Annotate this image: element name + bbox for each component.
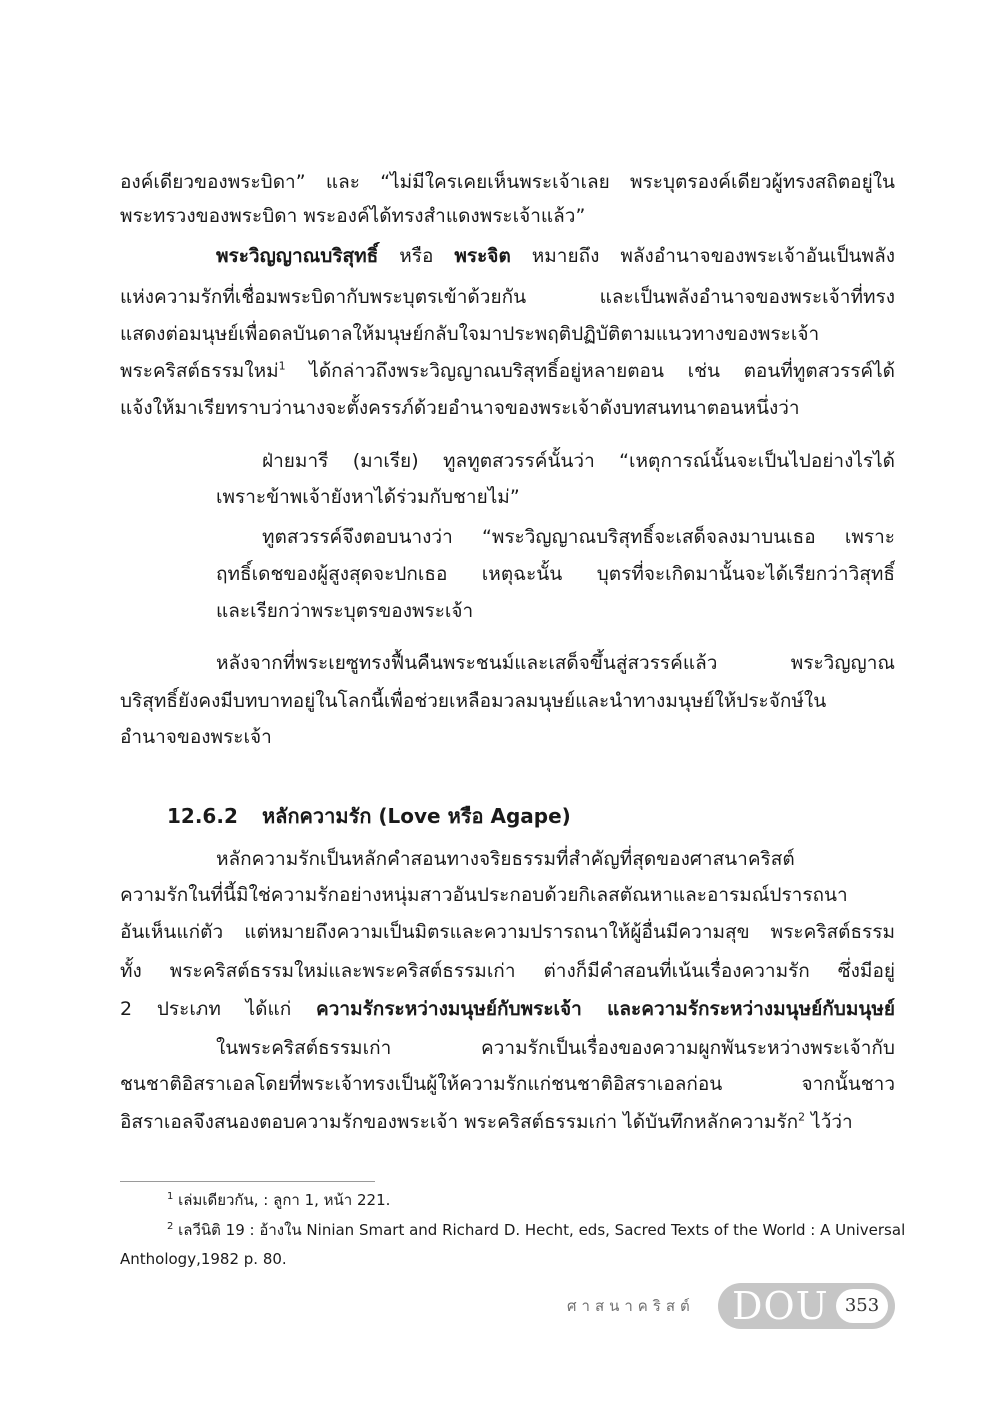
body-line: องค์เดียวของพระบิดา” และ “ไม่มีใครเคยเห็นพระเจ้าเลย พระบุตรองค์เดียวผู้ทรงสถิตอยู่ใน bbox=[120, 171, 895, 193]
dou-logo: DOU bbox=[732, 1284, 829, 1328]
footnote bbox=[167, 1189, 390, 1211]
section-heading bbox=[167, 802, 571, 830]
body-line: ความรักในที่นี้มิใช่ความรักอย่างหนุ่มสาวอันประกอบด้วยกิเลสตัณหาและอารมณ์ปรารถนา bbox=[120, 884, 848, 906]
body-line: แห่งความรักที่เชื่อมพระบิดากับพระบุตรเข้าด้วยกัน และเป็นพลังอำนาจของพระเจ้าที่ทรง bbox=[120, 286, 895, 308]
quote-line: ฝ่ายมารี (มาเรีย) ทูลทูตสวรรค์นั้นว่า “เหตุการณ์นั้นจะเป็นไปอย่างไรได้ bbox=[262, 450, 895, 472]
body-text: ได้กล่าวถึงพระวิญญาณบริสุทธิ์อยู่หลายตอน เช่น ตอนที่ทูตสวรรค์ได้ bbox=[285, 360, 895, 382]
body-line: อำนาจของพระเจ้า bbox=[120, 726, 272, 748]
footnote-ref: 1 bbox=[278, 359, 286, 373]
body-text: อิสราเอลจึงสนองตอบความรักของพระเจ้า พระคริสต์ธรรมเก่า ได้บันทึกหลักความรัก bbox=[120, 1111, 799, 1133]
footnote-divider bbox=[120, 1181, 375, 1182]
footnote-mark: 1 bbox=[167, 1191, 174, 1202]
quote-line: ฤทธิ์เดชของผู้สูงสุดจะปกเธอ เหตุฉะนั้น บุตรที่จะเกิดมานั้นจะได้เรียกว่าวิสุทธิ์ bbox=[216, 563, 895, 585]
footnote-text: เล่มเดียวกัน, : ลูกา 1, หน้า 221. bbox=[173, 1191, 391, 1209]
quote-line: และเรียกว่าพระบุตรของพระเจ้า bbox=[216, 600, 474, 622]
body-text: พระคริสต์ธรรมใหม่ bbox=[120, 360, 279, 382]
footnote-continuation: Anthology,1982 p. 80. bbox=[120, 1250, 287, 1268]
body-line: แสดงต่อมนุษย์เพื่อดลบันดาลให้มนุษย์กลับใจมาประพฤติปฏิบัติตามแนวทางของพระเจ้า bbox=[120, 323, 820, 345]
body-line: อันเห็นแก่ตัว แต่หมายถึงความเป็นมิตรและความปรารถนาให้ผู้อื่นมีความสุข พระคริสต์ธรรม bbox=[120, 921, 895, 943]
body-text: ไว้ว่า bbox=[805, 1111, 853, 1133]
body-line: หลังจากที่พระเยซูทรงฟื้นคืนพระชนม์และเสด็จขึ้นสู่สวรรค์แล้ว พระวิญญาณ bbox=[216, 652, 895, 674]
body-text: 2 ประเภท ได้แก่ bbox=[120, 998, 317, 1020]
footnote-text: เลวีนิติ 19 : อ้างใน Ninian Smart and Richard D. Hecht, eds, Sacred Texts of the World : A Universal bbox=[173, 1221, 906, 1239]
body-text: หมายถึง พลังอำนาจของพระเจ้าอันเป็นพลัง bbox=[510, 245, 895, 267]
term-holy-spirit-alt: พระจิต bbox=[454, 245, 511, 267]
body-line: บริสุทธิ์ยังคงมีบทบาทอยู่ในโลกนี้เพื่อช่วยเหลือมวลมนุษย์และนำทางมนุษย์ให้ประจักษ์ใน bbox=[120, 690, 827, 712]
quote-line: ทูตสวรรค์จึงตอบนางว่า “พระวิญญาณบริสุทธิ์จะเสด็จลงมาบนเธอ เพราะ bbox=[262, 526, 895, 548]
footer-title: ศาสนาคริสต์ bbox=[567, 1297, 695, 1315]
footnote-ref: 2 bbox=[798, 1110, 806, 1124]
body-text: หรือ bbox=[378, 245, 455, 267]
footnote bbox=[167, 1219, 905, 1241]
body-line: พระทรวงของพระบิดา พระองค์ได้ทรงสำแดงพระเจ้าแล้ว” bbox=[120, 205, 586, 227]
section-title: หลักความรัก (Love หรือ Agape) bbox=[262, 804, 571, 828]
quote-line: เพราะข้าพเจ้ายังหาได้ร่วมกับชายไม่” bbox=[216, 486, 520, 508]
dou-page-badge bbox=[718, 1283, 895, 1329]
emphasis-text: ความรักระหว่างมนุษย์กับพระเจ้า และความรักระหว่างมนุษย์กับมนุษย์ bbox=[316, 998, 895, 1020]
section-number: 12.6.2 bbox=[167, 804, 238, 828]
page-number: 353 bbox=[836, 1289, 888, 1323]
body-line: หลักความรักเป็นหลักคำสอนทางจริยธรรมที่สำคัญที่สุดของศาสนาคริสต์ bbox=[216, 848, 795, 870]
body-line bbox=[216, 242, 895, 270]
footnote-mark: 2 bbox=[167, 1221, 174, 1232]
body-line: ในพระคริสต์ธรรมเก่า ความรักเป็นเรื่องของความผูกพันระหว่างพระเจ้ากับ bbox=[216, 1037, 895, 1059]
body-line bbox=[120, 1108, 895, 1136]
body-line: แจ้งให้มาเรียทราบว่านางจะตั้งครรภ์ด้วยอำนาจของพระเจ้าดังบทสนทนาตอนหนึ่งว่า bbox=[120, 397, 800, 419]
body-line bbox=[120, 357, 895, 385]
term-holy-spirit: พระวิญญาณบริสุทธิ์ bbox=[216, 245, 379, 267]
body-line bbox=[120, 995, 895, 1023]
body-line: ทั้ง พระคริสต์ธรรมใหม่และพระคริสต์ธรรมเก่า ต่างก็มีคำสอนที่เน้นเรื่องความรัก ซึ่งมีอยู่ bbox=[120, 960, 895, 982]
body-line: ชนชาติอิสราเอลโดยที่พระเจ้าทรงเป็นผู้ให้ความรักแก่ชนชาติอิสราเอลก่อน จากนั้นชาว bbox=[120, 1073, 895, 1095]
